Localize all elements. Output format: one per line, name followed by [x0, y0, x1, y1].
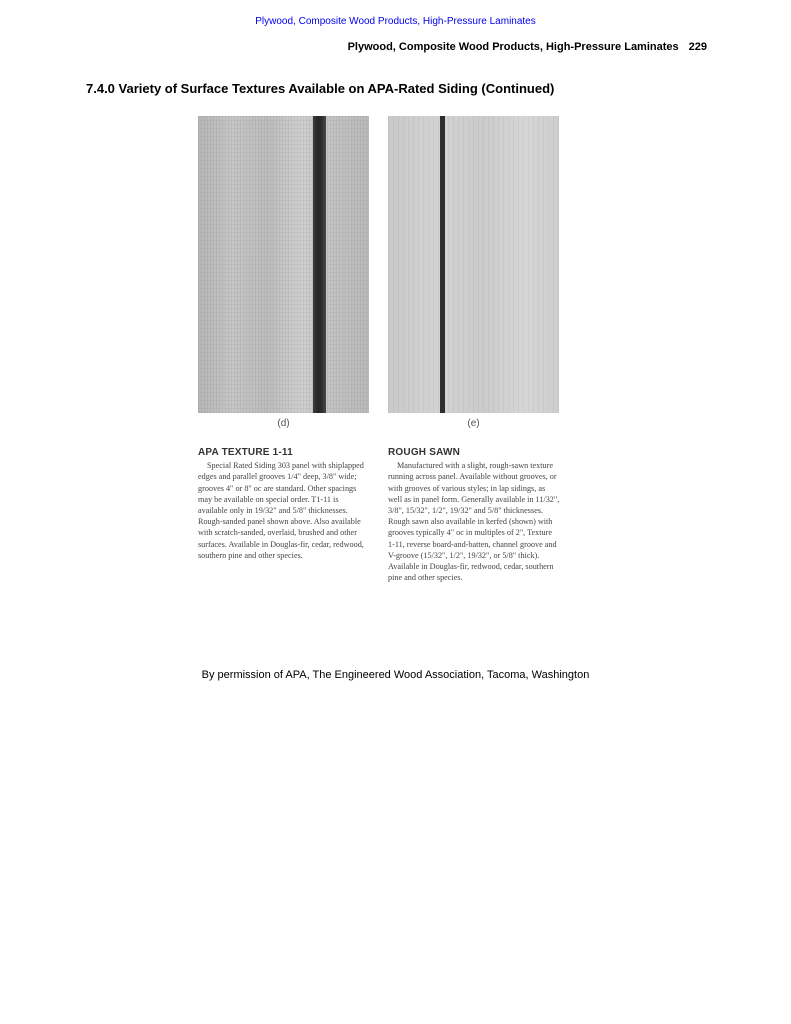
credit-line: By permission of APA, The Engineered Wood Association, Tacoma, Washington: [201, 669, 590, 681]
texture-1-11-text: Special Rated Siding 303 panel with shiplapped edges and parallel grooves 1/4" deep, 3/8" wide; grooves 4" or 8" oc are standard. Other spacings may be available on special order. T1-11 is available only in 19/32" and 5/8" thicknesses. Rough-sanded panel shown above. Also available with scratch-sanded, overlaid, brushed and other surfaces. Available in Douglas-fir, cedar, redwood, southern pine and other species.: [198, 461, 364, 560]
rough-sawn-heading: ROUGH SAWN: [388, 447, 460, 458]
section-title: 7.4.0 Variety of Surface Textures Available on APA-Rated Siding (Continued): [86, 81, 555, 96]
rough-sawn-description: [388, 447, 560, 583]
rough-sawn-photo: [388, 116, 559, 413]
texture-1-11-heading: APA TEXTURE 1-11: [198, 447, 293, 458]
groove-line: [440, 116, 445, 413]
siding-figure: [194, 116, 566, 646]
running-head: [348, 41, 707, 53]
texture-1-11-description: [198, 447, 370, 561]
page-number: 229: [688, 41, 707, 53]
panel-e-label: (e): [467, 418, 480, 429]
rough-sawn-text: Manufactured with a slight, rough-sawn texture running across panel. Available without grooves, or with grooves of various styles; in lap sidings, as well as in panel form. Generally available in 11/32", 3/8", 15/32", 1/2", 19/32" and 5/8" thicknesses. Rough sawn also available in kerfed (shown) with grooves typically 4" oc in multiples of 2", Texture 1-11, reverse board-and-batten, channel groove and V-groove (15/32", 1/2", 19/32", or 5/8" thick). Available in Douglas-fir, redwood, cedar, southern pine and other species.: [388, 461, 560, 583]
groove-line: [313, 116, 326, 413]
panel-d-label: (d): [277, 418, 290, 429]
running-title: Plywood, Composite Wood Products, High-Pressure Laminates: [347, 41, 679, 53]
texture-1-11-photo: [198, 116, 369, 413]
header-link[interactable]: Plywood, Composite Wood Products, High-Pressure Laminates: [255, 16, 536, 27]
